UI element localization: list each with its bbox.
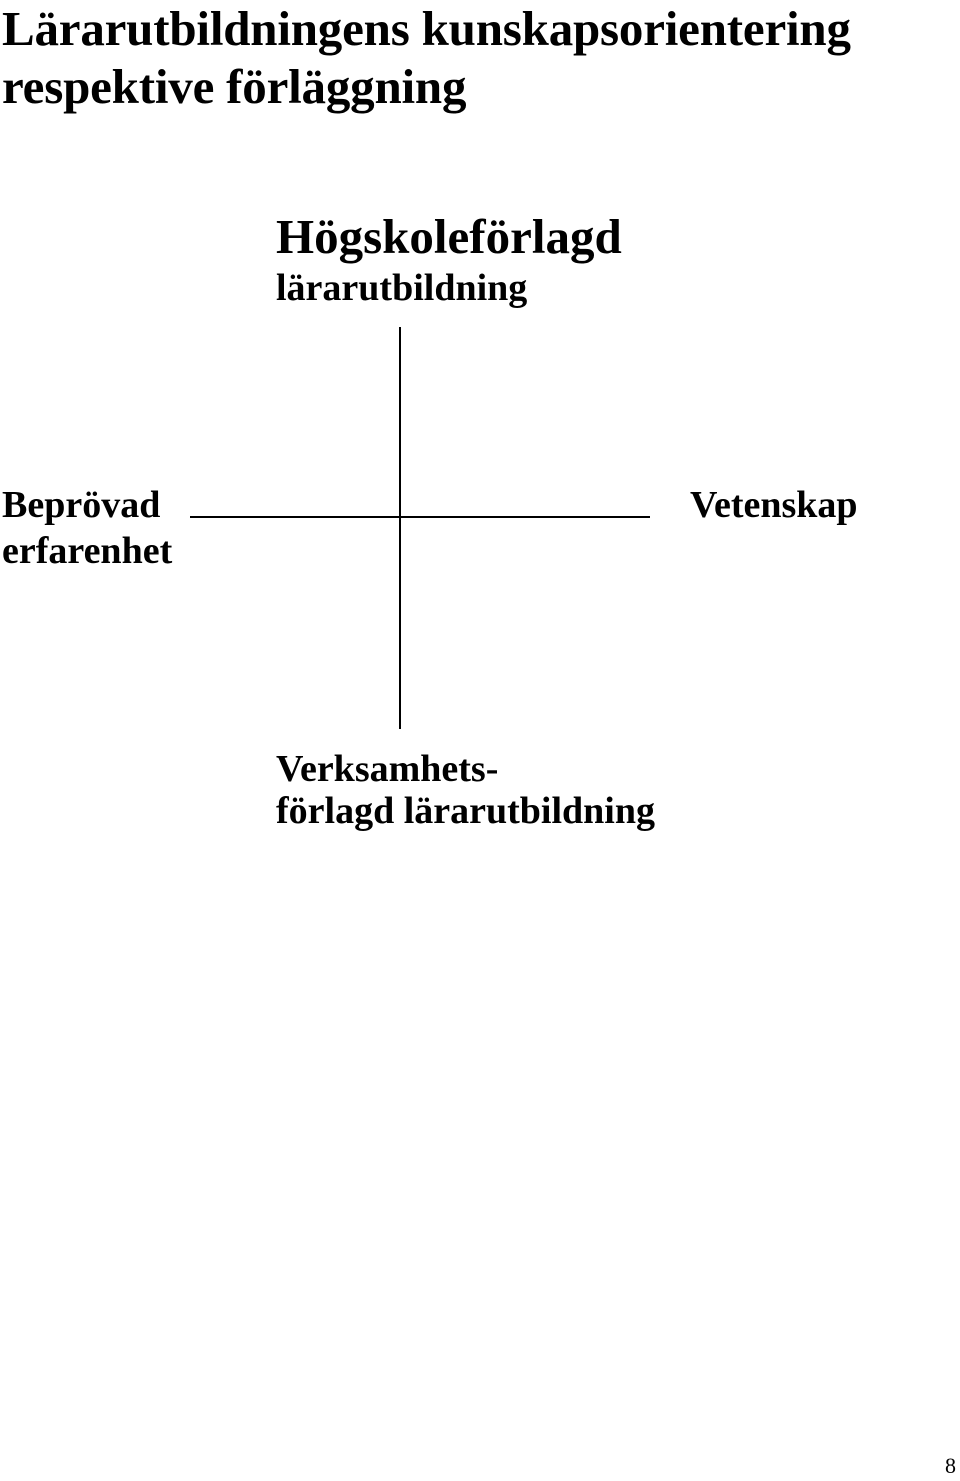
top-axis-label-line-1: Högskoleförlagd — [276, 209, 622, 264]
left-axis-label — [2, 482, 172, 574]
top-axis-label — [276, 210, 622, 312]
top-axis-label-line-2: lärarutbildning — [276, 267, 528, 309]
bottom-axis-label-line-2: förlagd lärarutbildning — [276, 790, 655, 832]
bottom-axis-label-line-1: Verksamhets- — [276, 748, 499, 790]
page-title-line-1: Lärarutbildningens kunskapsorientering — [2, 1, 851, 56]
page-title-line-2: respektive förläggning — [2, 59, 467, 114]
page-title — [2, 0, 851, 116]
page-number: 8 — [945, 1453, 956, 1478]
left-axis-label-line-1: Beprövad — [2, 484, 161, 526]
left-axis-label-line-2: erfarenhet — [2, 530, 173, 572]
vertical-axis-line — [399, 327, 401, 729]
horizontal-axis-line — [190, 516, 650, 518]
right-axis-label — [690, 482, 858, 528]
bottom-axis-label — [276, 748, 655, 832]
right-axis-label-line-1: Vetenskap — [690, 484, 858, 526]
